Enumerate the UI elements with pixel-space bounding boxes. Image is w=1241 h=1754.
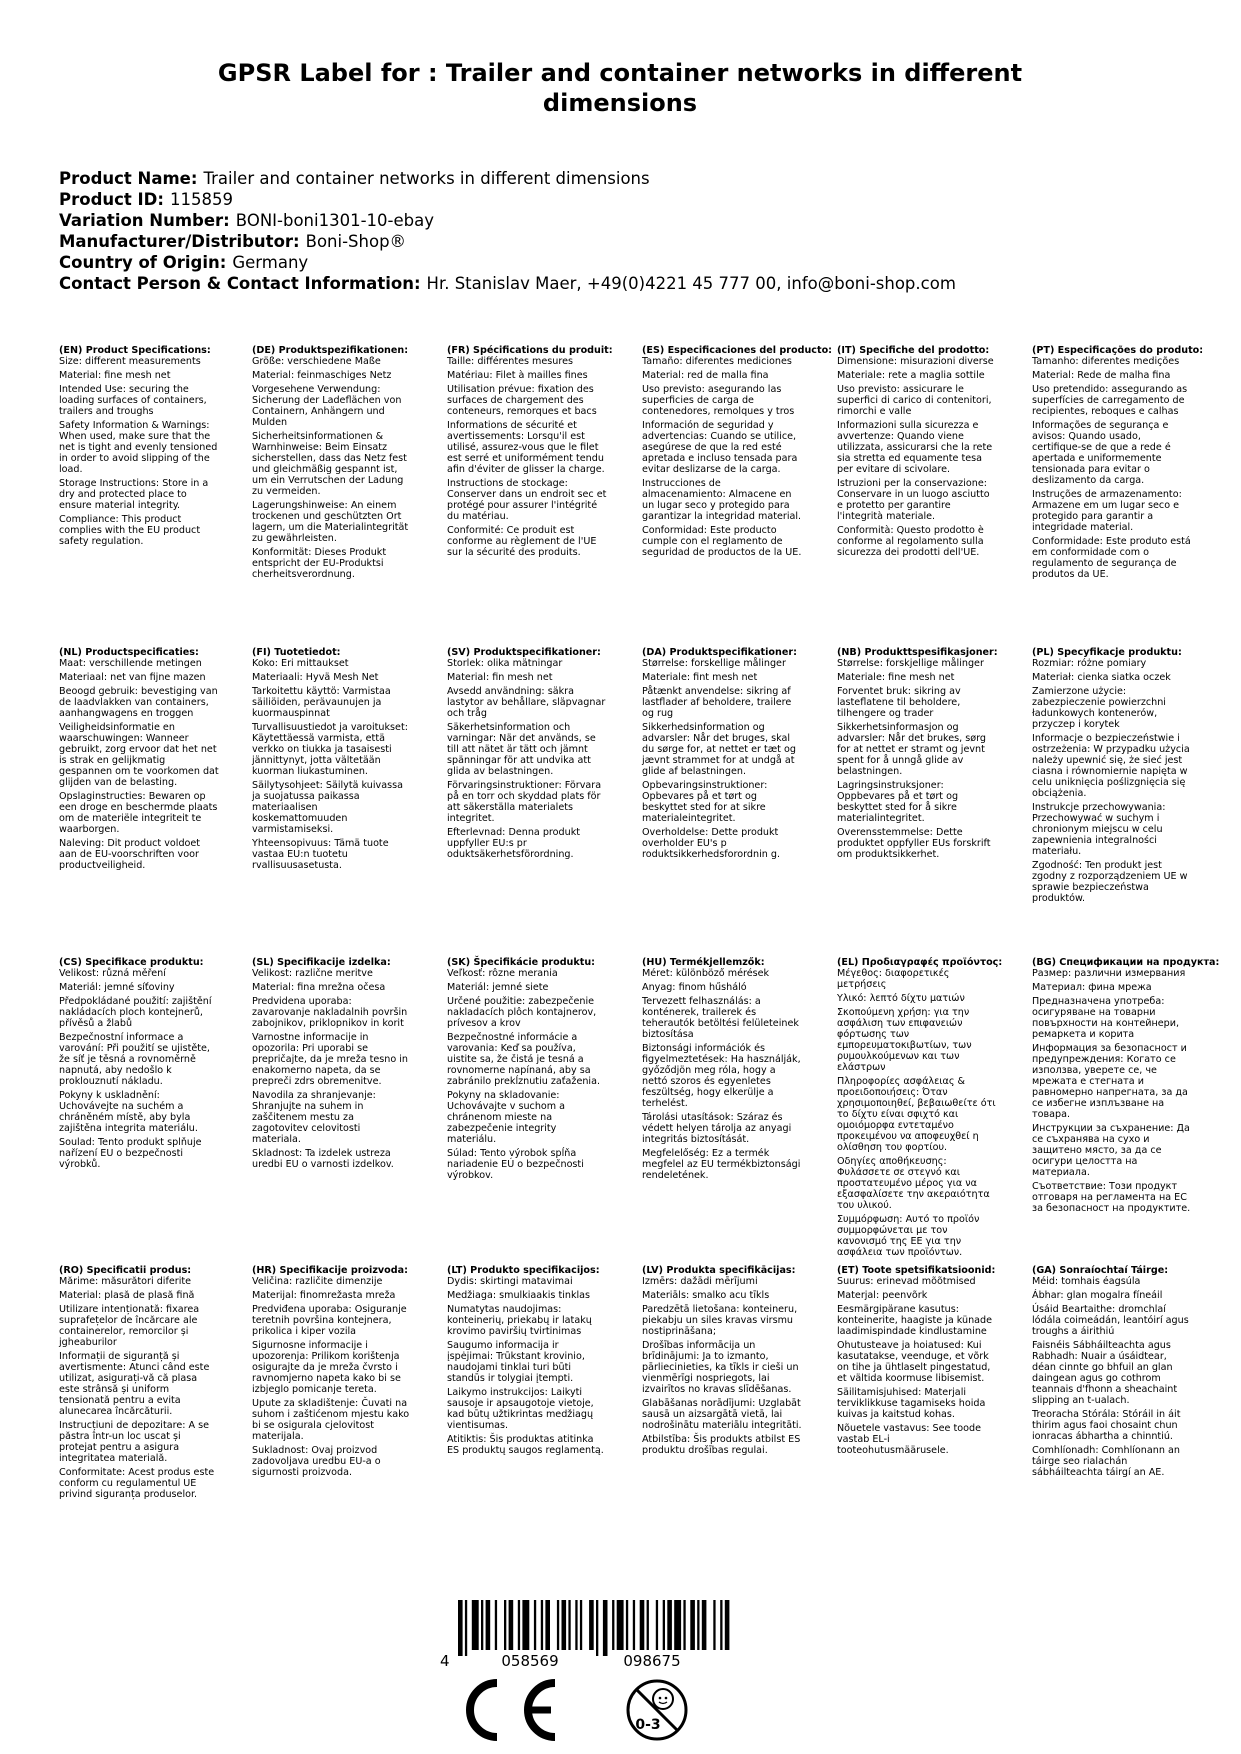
spec-line: Taille: différentes mesures <box>447 356 573 367</box>
info-value: 115859 <box>169 190 233 209</box>
spec-line: Varnostne informacije in opozorila: Pri uporabi se prepričajte, da je mreža tesno in enakomerno napeta, da se prepreči zdrs obremenitve. <box>252 1032 408 1087</box>
spec-line: Beoogd gebruik: bevestiging van de laadvlakken van containers, aanhangwagens en troggen <box>59 686 218 719</box>
spec-line: Bezpečnostné informácie a varovania: Keď sa používa, uistite sa, že čistá je tesná a rovnomerne napínaná, aby sa zabránilo prekĺznutiu zaťaženia. <box>447 1032 601 1087</box>
barcode-bar <box>557 1600 559 1650</box>
spec-line: Opbevaringsinstruktioner: Opbevares på et tørt og beskyttet sted for at sikre materialeintegritet. <box>642 780 768 824</box>
age-label: 0-3 <box>635 1717 661 1733</box>
spec-line: Medžiaga: smulkiaakis tinklas <box>447 1290 591 1301</box>
barcode-bar <box>640 1600 645 1650</box>
spec-line: Informații de siguranță și avertismente: Atunci când este utilizat, asigurați-vă că plasa este strânsă și uniform tensionată pentru a evita alunecarea încărcăturii. <box>59 1351 210 1417</box>
spec-block <box>59 345 219 550</box>
spec-line: Tamaño: diferentes mediciones <box>642 356 792 367</box>
spec-line: Συμμόρφωση: Αυτό το προϊόν συμμορφώνεται με τον κανονισμό της ΕΕ για την ασφάλεια των προϊόντων. <box>837 1214 980 1258</box>
spec-line: Sikkerhedsinformation og advarsler: Når det bruges, skal du sørge for, at nettet er tæt og jævnt strammet for at undgå at glide af belastningen. <box>642 722 796 777</box>
spec-line: Instruções de armazenamento: Armazene em um lugar seco e protegido para garantir a integridade material. <box>1032 489 1182 533</box>
spec-line: Informations de sécurité et avertissements: Lorsqu'il est utilisé, assurez-vous que le filet est serré et uniformément tendu afin d'éviter de glisser la charge. <box>447 420 605 475</box>
spec-line: Glabāšanas norādījumi: Uzglabāt sausā un aizsargātā vietā, lai nodrošinātu materiālu integritāti. <box>642 1398 802 1431</box>
spec-line: Material: fin mesh net <box>447 672 553 683</box>
spec-heading: (SL) Specifikacije izdelka: <box>252 957 391 968</box>
spec-line: Lagerungshinweise: An einem trockenen und geschützten Ort lagern, um die Materialintegrität zu gewährleisten. <box>252 500 409 544</box>
spec-line: Materiál: jemné síťoviny <box>59 982 175 993</box>
barcode-lead-digit: 4 <box>440 1652 450 1670</box>
spec-line: Avsedd användning: säkra lastytor av behållare, släpvagnar och tråg <box>447 686 606 719</box>
spec-heading: (ES) Especificaciones del producto: <box>642 345 833 356</box>
spec-line: Material: fine mesh net <box>59 370 171 381</box>
spec-line: Säilytysohjeet: Säilytä kuivassa ja suojatussa paikassa materiaalisen koskemattomuuden varmistamiseksi. <box>252 780 403 835</box>
spec-block <box>642 647 802 863</box>
spec-heading: (CS) Specifikace produktu: <box>59 957 204 968</box>
spec-line: Instrukcje przechowywania: Przechowywać w suchym i chronionym miejscu w celu zapewnienia integralności materiału. <box>1032 802 1166 857</box>
spec-line: Atitiktis: Šis produktas atitinka ES produktų saugos reglamentą. <box>447 1434 604 1456</box>
spec-line: Размер: различни измервания <box>1032 968 1186 979</box>
spec-line: Материал: фина мрежа <box>1032 982 1152 993</box>
spec-line: Safety Information & Warnings: When used, make sure that the net is tight and evenly tensioned in order to avoid slipping of the load. <box>59 420 218 475</box>
spec-line: Méid: tomhais éagsúla <box>1032 1276 1141 1287</box>
info-value: Trailer and container networks in different dimensions <box>203 169 650 188</box>
spec-block <box>837 345 997 561</box>
spec-block <box>252 647 412 874</box>
spec-heading: (PT) Especificações do produto: <box>1032 345 1204 356</box>
spec-line: Compliance: This product complies with the EU product safety regulation. <box>59 514 201 547</box>
spec-heading: (IT) Specifiche del prodotto: <box>837 345 990 356</box>
barcode-bar <box>667 1600 672 1650</box>
spec-line: Materiāls: smalko acu tīkls <box>642 1290 770 1301</box>
barcode-bar <box>509 1600 514 1650</box>
spec-line: Pokyny na skladovanie: Uchovávajte v suchom a chránenom mieste na zabezpečenie integrity materiálu. <box>447 1090 566 1145</box>
info-row <box>59 231 956 252</box>
spec-line: Información de seguridad y advertencias: Cuando se utilice, asegúrese de que la red esté apretada e incluso tensada para evitar deslizarse de la carga. <box>642 420 798 475</box>
spec-line: Säilitamisjuhised: Materjali terviklikkuse tagamiseks hoida kuivas ja kaitstud kohas. <box>837 1387 986 1420</box>
spec-line: Tamanho: diferentes medições <box>1032 356 1180 367</box>
spec-line: Izmērs: dažādi mērījumi <box>642 1276 758 1287</box>
spec-block <box>642 1265 802 1459</box>
spec-line: Σκοπούμενη χρήση: για την ασφάλιση των επιφανειών φόρτωσης των εμπορευματοκιβωτίων, των ρυμουλκούμενων και των ελάστρων <box>837 1007 972 1073</box>
spec-line: Predviđena uporaba: Osiguranje teretnih površina kontejnera, prikolica i kiper vozila <box>252 1304 407 1337</box>
spec-heading: (NB) Produkttspesifikasjoner: <box>837 647 998 658</box>
spec-line: Förvaringsinstruktioner: Förvara på en torr och skyddad plats för att säkerställa materialets integritet. <box>447 780 602 824</box>
barcode-bar <box>541 1600 543 1650</box>
product-info <box>59 168 956 294</box>
barcode-bar <box>481 1600 483 1650</box>
spec-line: Sikkerhetsinformasjon og advarsler: Når det brukes, sørg for at nettet er stramt og jevnt spent for å unngå glide av belastningen. <box>837 722 987 777</box>
spec-heading: (HU) Termékjellemzők: <box>642 957 765 968</box>
spec-line: Påtænkt anvendelse: sikring af lastflader af beholdere, trailere og rug <box>642 686 792 719</box>
spec-heading: (FR) Spécifications du produit: <box>447 345 613 356</box>
barcode-bar <box>617 1600 624 1650</box>
spec-line: Säkerhetsinformation och varningar: När det används, se till att nätet är tätt och jämnt spänningar för att undvika att glida av belastningen. <box>447 722 596 777</box>
spec-line: Storlek: olika mätningar <box>447 658 563 669</box>
spec-block <box>1032 647 1192 907</box>
barcode-bar <box>713 1600 715 1650</box>
spec-line: Maat: verschillende metingen <box>59 658 202 669</box>
spec-heading: (LV) Produkta specifikācijas: <box>642 1265 796 1276</box>
spec-line: Zgodność: Ten produkt jest zgodny z rozporządzeniem UE w sprawie bezpieczeństwa produktów. <box>1032 860 1188 904</box>
spec-block <box>642 345 833 561</box>
spec-line: Storage Instructions: Store in a dry and protected place to ensure material integrity. <box>59 478 209 511</box>
spec-line: Material: feinmaschiges Netz <box>252 370 392 381</box>
spec-line: Dydis: skirtingi matavimai <box>447 1276 573 1287</box>
spec-line: Treoracha Stórála: Stóráil in áit thirim agus faoi chosaint chun ionracas ábhartha a chinntiú. <box>1032 1409 1181 1442</box>
barcode-bar <box>568 1600 570 1650</box>
spec-line: Opslaginstructies: Bewaren op een droge en beschermde plaats om de materiële integriteit te waarborgen. <box>59 791 218 835</box>
spec-line: Πληροφορίες ασφάλειας & προειδοποιήσεις: Όταν χρησιμοποιηθεί, βεβαιωθείτε ότι το δίχτυ είναι σφιχτό και ομοιόμορφα εντεταμένο προκειμένου να αποφευχθεί η ολίσθηση του φορτίου. <box>837 1076 996 1153</box>
barcode-right-digits: 098675 <box>623 1652 681 1670</box>
spec-line: Size: different measurements <box>59 356 201 367</box>
spec-line: Materiaal: net van fijne mazen <box>59 672 206 683</box>
info-label: Product Name: <box>59 169 198 188</box>
spec-heading: (RO) Specificatii produs: <box>59 1265 192 1276</box>
spec-line: Uso pretendido: assegurando as superfícies de carregamento de recipientes, reboques e calhas <box>1032 384 1188 417</box>
spec-line: Forventet bruk: sikring av lasteflatene til beholdere, tilhengere og trader <box>837 686 961 719</box>
spec-line: Materiaali: Hyvä Mesh Net <box>252 672 379 683</box>
barcode-bar <box>702 1600 707 1650</box>
spec-line: Predvidena uporaba: zavarovanje nakladalnih površin zabojnikov, priklopnikov in korit <box>252 996 408 1029</box>
spec-line: Materiał: cienka siatka oczek <box>1032 672 1171 683</box>
spec-line: Ohutusteave ja hoiatused: Kui kasutatakse, veenduge, et võrk on tihe ja ühtlaselt pingestatud, et vältida koormuse libisemist. <box>837 1340 991 1384</box>
info-value: BONI-boni1301-10-ebay <box>235 211 434 230</box>
spec-line: Materiale: rete a maglia sottile <box>837 370 985 381</box>
spec-block <box>447 1265 607 1459</box>
spec-line: Intended Use: securing the loading surfaces of containers, trailers and troughs <box>59 384 207 417</box>
spec-line: Súlad: Tento výrobok spĺňa nariadenie EÚ o bezpečnosti výrobkov. <box>447 1148 584 1181</box>
spec-line: Sicherheitsinformationen & Warnhinweise: Beim Einsatz sicherstellen, dass das Netz fest und gleichmäßig gespannt ist, um ein Verrutschen der Ladung zu vermeiden. <box>252 431 407 497</box>
info-label: Country of Origin: <box>59 253 227 272</box>
barcode-bar <box>518 1600 520 1650</box>
spec-line: Méret: különböző mérések <box>642 968 770 979</box>
info-label: Variation Number: <box>59 211 230 230</box>
spec-line: Zamierzone użycie: zabezpieczenie powierzchni ładunkowych kontenerów, przyczep i korytek <box>1032 686 1166 730</box>
spec-block <box>252 957 412 1173</box>
spec-line: Material: fina mrežna očesa <box>252 982 386 993</box>
spec-line: Uso previsto: asegurando las superficies de carga de contenedores, remolques y tros <box>642 384 795 417</box>
spec-line: Anyag: finom hűsháló <box>642 982 747 993</box>
spec-line: Instrucțiuni de depozitare: A se păstra într-un loc uscat și protejat pentru a asigura integritatea materială. <box>59 1420 210 1464</box>
spec-heading: (EN) Product Specifications: <box>59 345 211 356</box>
spec-line: Nõuetele vastavus: See toode vastab EL-i tooteohutusmäärusele. <box>837 1423 981 1456</box>
barcode-bar <box>495 1600 497 1650</box>
spec-line: Veľkosť: rôzne merania <box>447 968 558 979</box>
spec-line: Größe: verschiedene Maße <box>252 356 381 367</box>
spec-line: Soulad: Tento produkt splňuje nařízení EU o bezpečnosti výrobků. <box>59 1137 202 1170</box>
spec-line: Overensstemmelse: Dette produktet oppfyller EUs forskrift om produktsikkerhet. <box>837 827 991 860</box>
barcode-bar <box>697 1600 699 1650</box>
info-row <box>59 168 956 189</box>
barcode-bar <box>674 1600 681 1650</box>
spec-block <box>252 345 412 583</box>
info-row <box>59 273 956 294</box>
barcode-bar <box>562 1600 567 1650</box>
barcode-bar <box>720 1600 722 1650</box>
spec-line: Utilisation prévue: fixation des surfaces de chargement des conteneurs, remorques et bacs <box>447 384 597 417</box>
spec-line: Tarkoitettu käyttö: Varmistaa säiliöiden, perävaunujen ja kuormauspinnat <box>252 686 391 719</box>
barcode-bar <box>690 1600 695 1650</box>
spec-line: Material: Rede de malha fina <box>1032 370 1171 381</box>
spec-line: Určené použitie: zabezpečenie nakladacích plôch kontajnerov, prívesov a krov <box>447 996 597 1029</box>
barcode-bar <box>545 1600 550 1650</box>
barcode-bar <box>626 1600 628 1650</box>
spec-block <box>837 957 1003 1261</box>
spec-line: Velikost: různá měření <box>59 968 166 979</box>
spec-line: Съответствие: Този продукт отговаря на регламента на ЕС за безопасност на продуктите. <box>1032 1181 1191 1214</box>
spec-heading: (ET) Toote spetsifikatsioonid: <box>837 1265 996 1276</box>
spec-line: Veličina: različite dimenzije <box>252 1276 383 1287</box>
spec-block <box>837 1265 997 1459</box>
spec-line: Μέγεθος: διαφορετικές μετρήσεις <box>837 968 950 990</box>
spec-line: Materiale: fint mesh net <box>642 672 758 683</box>
spec-line: Instrucciones de almacenamiento: Almacene en un lugar seco y protegido para garantizar la integridad material. <box>642 478 802 522</box>
spec-block <box>1032 345 1204 583</box>
spec-line: Material: plasă de plasă fină <box>59 1290 195 1301</box>
barcode-bar <box>656 1600 658 1650</box>
spec-line: Navodila za shranjevanje: Shranjujte na suhem in zaščitenem mestu za zagotovitev celovitosti materiala. <box>252 1090 376 1145</box>
spec-heading: (SK) Špecifikácie produktu: <box>447 957 596 968</box>
spec-block <box>1032 957 1220 1217</box>
barcode-left-digits: 058569 <box>501 1652 559 1670</box>
barcode-bar <box>580 1600 582 1650</box>
info-label: Manufacturer/Distributor: <box>59 232 300 251</box>
ean-barcode <box>440 1600 730 1670</box>
spec-line: Megfelelőség: Ez a termék megfelel az EU termékbiztonsági rendeletének. <box>642 1148 801 1181</box>
spec-line: Upute za skladištenje: Čuvati na suhom i zaštićenom mjestu kako bi se osigurala cjelovitost materijala. <box>252 1398 410 1442</box>
spec-line: Saugumo informacija ir įspėjimai: Trūkstant krovinio, naudojami tinklai turi būti standūs ir tolygiai įtempti. <box>447 1340 585 1384</box>
ce-mark-icon <box>470 1683 555 1737</box>
spec-heading: (SV) Produktspecifikationer: <box>447 647 601 658</box>
spec-line: Conformidade: Este produto está em conformidade com o regulamento de segurança de produtos da UE. <box>1032 536 1191 580</box>
spec-line: Informazioni sulla sicurezza e avvertenze: Quando viene utilizzata, assicurarsi che la rete sia stretta ed equamente tesa per evitare di scivolare. <box>837 420 993 475</box>
spec-line: Tárolási utasítások: Száraz és védett helyen tárolja az anyagi integritás biztosítását. <box>642 1112 792 1145</box>
spec-heading: (DE) Produktspezifikationen: <box>252 345 409 356</box>
spec-line: Numatytas naudojimas: konteinerių, priekabų ir latakų krovimo paviršių tvirtinimas <box>447 1304 592 1337</box>
spec-heading: (DA) Produktspecifikationer: <box>642 647 797 658</box>
spec-line: Informações de segurança e avisos: Quando usado, certifique-se de que a rede é apertada e uniformemente tensionada para evitar o deslizamento da carga. <box>1032 420 1171 486</box>
spec-line: Sukladnost: Ovaj proizvod zadovoljava uredbu EU-a o sigurnosti proizvoda. <box>252 1445 381 1478</box>
spec-line: Rozmiar: różne pomiary <box>1032 658 1147 669</box>
barcode-bar <box>486 1600 491 1650</box>
info-label: Contact Person & Contact Information: <box>59 274 421 293</box>
spec-line: Drošības informācija un brīdinājumi: Ja to izmanto, pārliecinieties, ka tīkls ir cieši un vienmērīgi nospriegots, lai izvairītos no kravas slīdēšanas. <box>642 1340 799 1395</box>
spec-block <box>447 647 607 863</box>
spec-line: Úsáid Beartaithe: dromchlaí lódála coimeádán, leantóirí agus troughs a áirithiú <box>1032 1304 1189 1337</box>
info-value: Hr. Stanislav Maer, +49(0)4221 45 777 00, info@boni-shop.com <box>426 274 956 293</box>
spec-line: Materijal: finomrežasta mreža <box>252 1290 396 1301</box>
barcode-bar <box>575 1600 577 1650</box>
spec-line: Konformität: Dieses Produkt entspricht der EU-Produktsi cherheitsverordnung. <box>252 547 387 580</box>
spec-block <box>1032 1265 1192 1481</box>
barcode-bar <box>603 1600 608 1656</box>
spec-line: Materiale: fine mesh net <box>837 672 955 683</box>
not-for-children-0-3-icon <box>628 1681 686 1739</box>
spec-line: Ábhar: glan mogalra fíneáil <box>1032 1290 1163 1301</box>
spec-line: Utilizare intenționată: fixarea suprafețelor de încărcare ale containerelor, remorcilor și jgheaburilor <box>59 1304 200 1348</box>
spec-line: Atbilstība: Šis produkts atbilst ES produktu drošības regulai. <box>642 1434 801 1456</box>
spec-line: Bezpečnostní informace a varování: Při použití se ujistěte, že síť je těsná a rovnoměrně napnutá, aby nedošlo k proklouznutí nákladu. <box>59 1032 210 1087</box>
spec-line: Инструкции за съхранение: Да се съхранява на сухо и защитено място, за да се осигури целостта на материала. <box>1032 1123 1190 1178</box>
info-row <box>59 189 956 210</box>
barcode-bar <box>589 1600 594 1650</box>
spec-line: Velikost: različne meritve <box>252 968 373 979</box>
spec-line: Suurus: erinevad mõõtmised <box>837 1276 976 1287</box>
spec-line: Conformité: Ce produit est conforme au règlement de l'UE sur la sécurité des produits. <box>447 525 597 558</box>
spec-line: Υλικό: λεπτό δίχτυ ματιών <box>837 993 965 1004</box>
info-value: Germany <box>232 253 309 272</box>
spec-heading: (FI) Tuotetiedot: <box>252 647 341 658</box>
spec-line: Conformitate: Acest produs este conform cu regulamentul UE privind siguranța produselor. <box>59 1467 215 1500</box>
spec-heading: (LT) Produkto specifikacijos: <box>447 1265 600 1276</box>
compliance-marks <box>455 1677 735 1743</box>
spec-block <box>59 647 219 874</box>
barcode-bar <box>522 1600 529 1650</box>
spec-heading: (NL) Productspecificaties: <box>59 647 199 658</box>
barcode-bar <box>633 1600 635 1650</box>
spec-block <box>447 957 607 1184</box>
spec-line: Sigurnosne informacije i upozorenja: Prilikom korištenja osigurajte da je mreža čvrsto i ravnomjerno napeta kako bi se izbjeglo pomicanje tereta. <box>252 1340 401 1395</box>
spec-line: Tervezett felhasználás: a konténerek, trailerek és teherautók betöltési felületeinek biztosítása <box>642 996 799 1040</box>
spec-block <box>642 957 802 1184</box>
spec-line: Paredzētā lietošana: konteineru, piekabju un siles kravas virsmu nostiprināšana; <box>642 1304 798 1337</box>
spec-line: Lagringsinstruksjoner: Oppbevares på et tørt og beskyttet sted for å sikre materialintegritet. <box>837 780 959 824</box>
info-label: Product ID: <box>59 190 164 209</box>
spec-line: Istruzioni per la conservazione: Conservare in un luogo asciutto e protetto per garantire l'integrità materiale. <box>837 478 990 522</box>
spec-line: Material: red de malla fina <box>642 370 769 381</box>
spec-line: Naleving: Dit product voldoet aan de EU-voorschriften voor productveiligheid. <box>59 838 201 871</box>
spec-line: Materjal: peenvõrk <box>837 1290 928 1301</box>
info-row <box>59 252 956 273</box>
info-row <box>59 210 956 231</box>
spec-line: Turvallisuustiedot ja varoitukset: Käytettäessä varmista, että verkko on tiukka ja tasaisesti jännittynyt, jotta vältetään kuorman liukastuminen. <box>252 722 408 777</box>
spec-block <box>252 1265 412 1481</box>
spec-line: Dimensione: misurazioni diverse <box>837 356 994 367</box>
spec-line: Предназначена употреба: осигуряване на товарни повърхности на контейнери, ремаркета и корита <box>1032 996 1180 1040</box>
spec-block <box>59 1265 219 1503</box>
spec-line: Eesmärgipärane kasutus: konteinerite, haagiste ja künade laadimispindade kindlustamine <box>837 1304 993 1337</box>
spec-line: Comhlíonadh: Comhlíonann an táirge seo rialachán sábháilteachta táirgí an AE. <box>1032 1445 1180 1478</box>
spec-heading: (GA) Sonraíochtaí Táirge: <box>1032 1265 1169 1276</box>
spec-block <box>837 647 997 863</box>
spec-line: Uso previsto: assicurare le superfici di carico di contenitori, rimorchi e valle <box>837 384 992 417</box>
spec-line: Mărime: măsurători diferite <box>59 1276 192 1287</box>
spec-line: Pokyny k uskladnění: Uchovávejte na suchém a chráněném místě, aby byla zajištěna integrita materiálu. <box>59 1090 198 1134</box>
spec-heading: (EL) Προδιαγραφές προϊόντος: <box>837 957 1003 968</box>
spec-block <box>447 345 613 561</box>
spec-line: Informacje o bezpieczeństwie i ostrzeżenia: W przypadku użycia należy upewnić się, że sieć jest ciasna i równomiernie napięta w celu uniknięcia poślizgnięcia się obciążenia. <box>1032 733 1190 799</box>
barcode-bar <box>465 1600 467 1656</box>
spec-line: Overholdelse: Dette produkt overholder EU's p roduktsikkerhedsforordnin g. <box>642 827 781 860</box>
spec-line: Οδηγίες αποθήκευσης: Φυλάσσετε σε στεγνό και προστατευμένο μέρος για να εξασφαλίσετε την ακεραιότητα του υλικού. <box>837 1156 990 1211</box>
barcode-bar <box>612 1600 614 1650</box>
spec-line: Faisnéis Sábháilteachta agus Rabhadh: Nuair a úsáidtear, déan cinnte go bhfuil an glan daingean agus go cothrom teannais d'fhonn a sheachaint slipping an t-ualach. <box>1032 1340 1178 1406</box>
page-title: GPSR Label for : Trailer and container networks in different dimensions <box>217 59 1023 117</box>
spec-line: Laikymo instrukcijos: Laikyti sausoje ir apsaugotoje vietoje, kad būtų užtikrintas medžiagų vientisumas. <box>447 1387 594 1431</box>
barcode-bar <box>725 1600 730 1650</box>
spec-heading: (HR) Specifikacije proizvoda: <box>252 1265 408 1276</box>
barcode-bar <box>458 1600 463 1656</box>
spec-line: Størrelse: forskjellige målinger <box>837 658 984 669</box>
barcode-bar <box>647 1600 649 1650</box>
spec-line: Biztonsági információk és figyelmeztetések: Ha használják, győződjön meg róla, hogy a nettó szoros és egyenletes feszültség, hogy elkerülje a terhelést. <box>642 1043 801 1109</box>
spec-line: Yhteensopivuus: Tämä tuote vastaa EU:n tuotetu rvallisuusasetusta. <box>252 838 389 871</box>
barcode-bar <box>534 1600 536 1650</box>
spec-line: Koko: Eri mittaukset <box>252 658 349 669</box>
spec-line: Materiál: jemné siete <box>447 982 549 993</box>
spec-heading: (PL) Specyfikacje produktu: <box>1032 647 1182 658</box>
spec-line: Conformità: Questo prodotto è conforme al regolamento sulla sicurezza dei prodotti dell'UE. <box>837 525 984 558</box>
spec-line: Информация за безопасност и предупреждения: Когато се използва, уверете се, че мрежата е стегната и равномерно напрегната, за да се избегне изплъзване на товара. <box>1032 1043 1188 1120</box>
barcode-bars <box>458 1600 729 1656</box>
info-value: Boni-Shop® <box>305 232 407 251</box>
barcode-bar <box>472 1600 479 1650</box>
barcode-bar <box>504 1600 506 1650</box>
spec-line: Instructions de stockage: Conserver dans un endroit sec et protégé pour assurer l'intégrité du matériau. <box>447 478 607 522</box>
spec-block <box>59 957 219 1173</box>
spec-line: Matériau: Filet à mailles fines <box>447 370 588 381</box>
spec-line: Vorgesehene Verwendung: Sicherung der Ladeflächen von Containern, Anhängern und Mulden <box>252 384 402 428</box>
barcode-bar <box>663 1600 665 1650</box>
spec-line: Efterlevnad: Denna produkt uppfyller EU:s pr oduktsäkerhetsförordning. <box>447 827 581 860</box>
barcode-bar <box>596 1600 598 1656</box>
spec-line: Skladnost: Ta izdelek ustreza uredbi EU o varnosti izdelkov. <box>252 1148 394 1170</box>
spec-heading: (BG) Спецификации на продукта: <box>1032 957 1220 968</box>
barcode-bar <box>683 1600 685 1650</box>
spec-line: Předpokládané použití: zajištění nakládacích ploch kontejnerů, přívěsů a žlabů <box>59 996 212 1029</box>
spec-line: Størrelse: forskellige målinger <box>642 658 786 669</box>
spec-line: Veiligheidsinformatie en waarschuwingen: Wanneer gebruikt, zorg ervoor dat het net is strak en gelijkmatig gespannen om te voorkomen dat glijden van de belasting. <box>59 722 219 788</box>
spec-line: Conformidad: Este producto cumple con el reglamento de seguridad de productos de la UE. <box>642 525 802 558</box>
